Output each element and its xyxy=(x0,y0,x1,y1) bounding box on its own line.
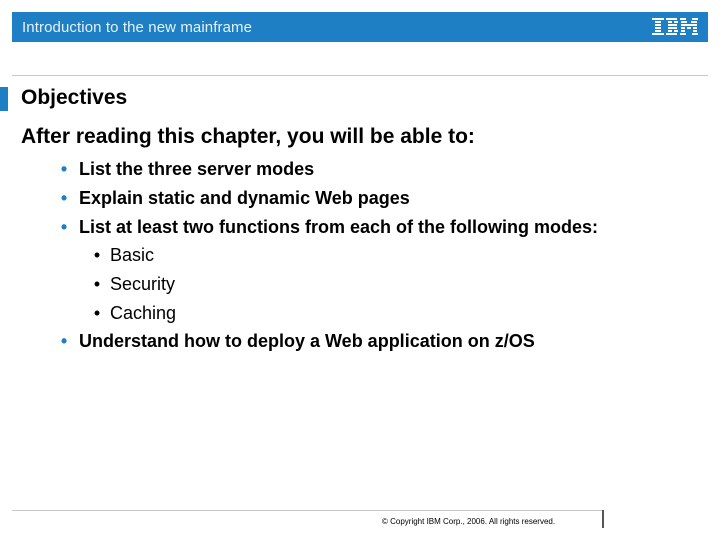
copyright-notice: © Copyright IBM Corp., 2006. All rights reserved. xyxy=(382,517,556,526)
list-item-text: Understand how to deploy a Web application on z/OS xyxy=(79,331,535,351)
list-item xyxy=(60,159,315,180)
sub-list-item xyxy=(93,274,176,295)
sub-bullet-icon: • xyxy=(93,274,101,294)
title-divider xyxy=(12,75,708,76)
section-title: Objectives xyxy=(21,86,128,109)
section-accent-bar xyxy=(0,87,8,111)
sub-bullet-icon: • xyxy=(93,303,101,323)
bullet-icon: • xyxy=(60,331,68,351)
sub-list-item-text: Basic xyxy=(110,245,155,265)
list-item xyxy=(60,217,599,238)
sub-list-item-text: Caching xyxy=(110,303,177,323)
bullet-icon: • xyxy=(60,188,68,208)
lead-sentence: After reading this chapter, you will be able to: xyxy=(21,125,475,148)
bullet-icon: • xyxy=(60,217,68,237)
list-item xyxy=(60,331,535,352)
sub-list-item xyxy=(93,303,177,324)
list-item-text: List the three server modes xyxy=(79,159,315,179)
sub-bullet-icon: • xyxy=(93,245,101,265)
presentation-title: Introduction to the new mainframe xyxy=(22,19,253,36)
ibm-logo xyxy=(652,17,698,37)
sub-list-item-text: Security xyxy=(110,274,176,294)
footer-tick-mark xyxy=(602,510,604,528)
list-item-text: Explain static and dynamic Web pages xyxy=(79,188,410,208)
list-item xyxy=(60,188,410,209)
footer-divider xyxy=(12,510,602,511)
ibm-logo-graphic xyxy=(652,17,698,37)
header-bar xyxy=(12,12,708,42)
bullet-icon: • xyxy=(60,159,68,179)
sub-list-item xyxy=(93,245,155,266)
list-item-text: List at least two functions from each of the following modes: xyxy=(79,217,599,237)
